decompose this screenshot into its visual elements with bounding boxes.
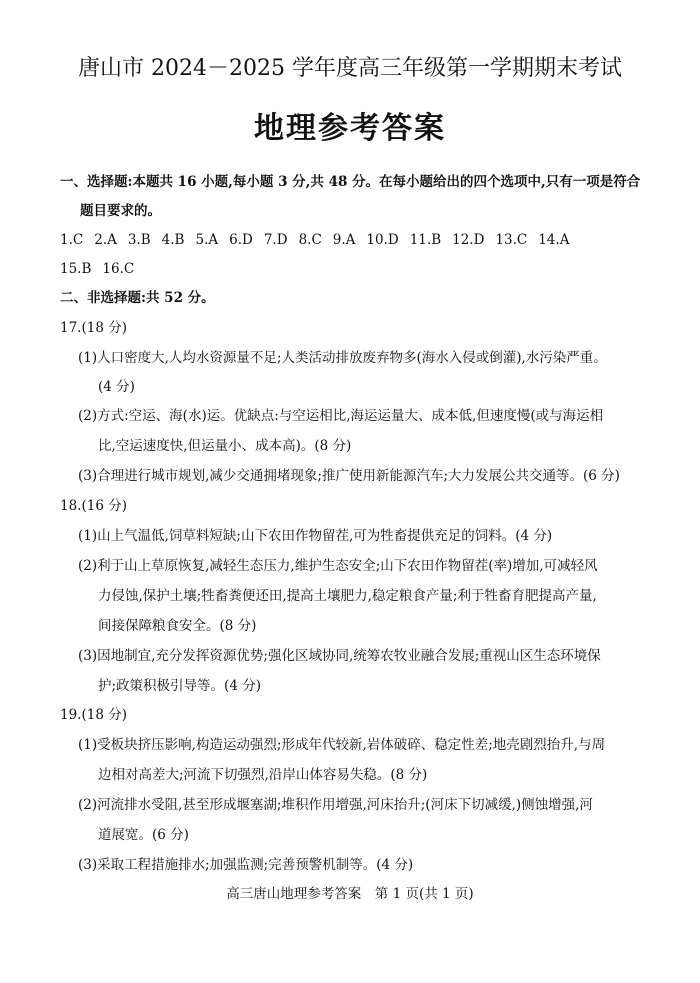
choice-answer: 2.A — [94, 232, 117, 248]
q17-part1: (1)人口密度大,人均水资源量不足;人类活动排放废弃物多(海水入侵或倒灌),水污染严重。 — [78, 350, 607, 366]
q17-part2-cont: 比,空运速度快,但运量小、成本高)。(8 分) — [98, 438, 352, 454]
choice-answer: 6.D — [229, 232, 253, 248]
choice-answers-row1 — [60, 230, 580, 250]
choice-answer: 7.D — [263, 232, 288, 248]
choice-answer: 13.C — [495, 232, 528, 248]
q19-part3: (3)采取工程措施排水;加强监测;完善预警机制等。(4 分) — [78, 857, 414, 873]
document-title: 地理参考答案 — [254, 111, 446, 146]
page-footer: 高三唐山地理参考答案 第 1 页(共 1 页) — [226, 886, 474, 902]
choice-answer: 14.A — [538, 232, 570, 248]
q18-part3: (3)因地制宜,充分发挥资源优势;强化区域协同,统筹农牧业融合发展;重视山区生态环境保 — [78, 648, 601, 664]
q18-part2: (2)利于山上草原恢复,减轻生态压力,维护生态安全;山下农田作物留茬(率)增加,可减轻风 — [78, 558, 598, 574]
choice-answer: 1.C — [60, 232, 84, 248]
q19-part2-cont: 道展宽。(6 分) — [98, 827, 189, 843]
q18-part2-cont2: 间接保障粮食安全。(8 分) — [98, 618, 257, 634]
q17-part3: (3)合理进行城市规划,减少交通拥堵现象;推广使用新能源汽车;大力发展公共交通等。(6 分) — [78, 468, 620, 484]
q19-part1: (1)受板块挤压影响,构造运动强烈;形成年代较新,岩体破碎、稳定性差;地壳剧烈抬升,与周 — [78, 737, 606, 753]
exam-title: 唐山市 2024－2025 学年度高三年级第一学期期末考试 — [78, 56, 622, 81]
choice-answer: 8.C — [298, 232, 322, 248]
q18-label: 18.(16 分) — [60, 498, 127, 514]
q18-part1: (1)山上气温低,饲草料短缺;山下农田作物留茬,可为牲畜提供充足的饲料。(4 分) — [78, 528, 553, 544]
choice-answer: 10.D — [366, 232, 399, 248]
choice-answer: 15.B — [60, 261, 92, 277]
section1-heading: 一、选择题:本题共 16 小题,每小题 3 分,共 48 分。在每小题给出的四个选项中,只有一项是符合 — [60, 174, 641, 190]
q17-label: 17.(18 分) — [60, 320, 127, 336]
choice-answer: 9.A — [332, 232, 356, 248]
section2-heading: 二、非选择题:共 52 分。 — [60, 290, 215, 306]
q19-label: 19.(18 分) — [60, 707, 127, 723]
q17-part2: (2)方式:空运、海(水)运。优缺点:与空运相比,海运运量大、成本低,但速度慢(或与海运相 — [78, 408, 604, 424]
section1-heading-cont: 题目要求的。 — [80, 203, 161, 219]
q17-part1-cont: (4 分) — [98, 379, 135, 395]
choice-answers-row2 — [60, 259, 145, 279]
q19-part1-cont: 边相对高差大;河流下切强烈,沿岸山体容易失稳。(8 分) — [98, 767, 428, 783]
choice-answer: 5.A — [195, 232, 219, 248]
choice-answer: 11.B — [409, 232, 442, 248]
q18-part3-cont: 护;政策积极引导等。(4 分) — [98, 678, 261, 694]
choice-answer: 4.B — [161, 232, 185, 248]
q19-part2: (2)河流排水受阻,甚至形成堰塞湖;堆积作用增强,河床抬升;(河床下切减缓,)侧蚀增强,河 — [78, 797, 593, 813]
choice-answer: 12.D — [452, 232, 485, 248]
q18-part2-cont1: 力侵蚀,保护土壤;牲畜粪便还田,提高土壤肥力,稳定粮食产量;利于牲畜育肥提高产量, — [98, 588, 597, 604]
choice-answer: 3.B — [127, 232, 151, 248]
choice-answer: 16.C — [102, 261, 135, 277]
